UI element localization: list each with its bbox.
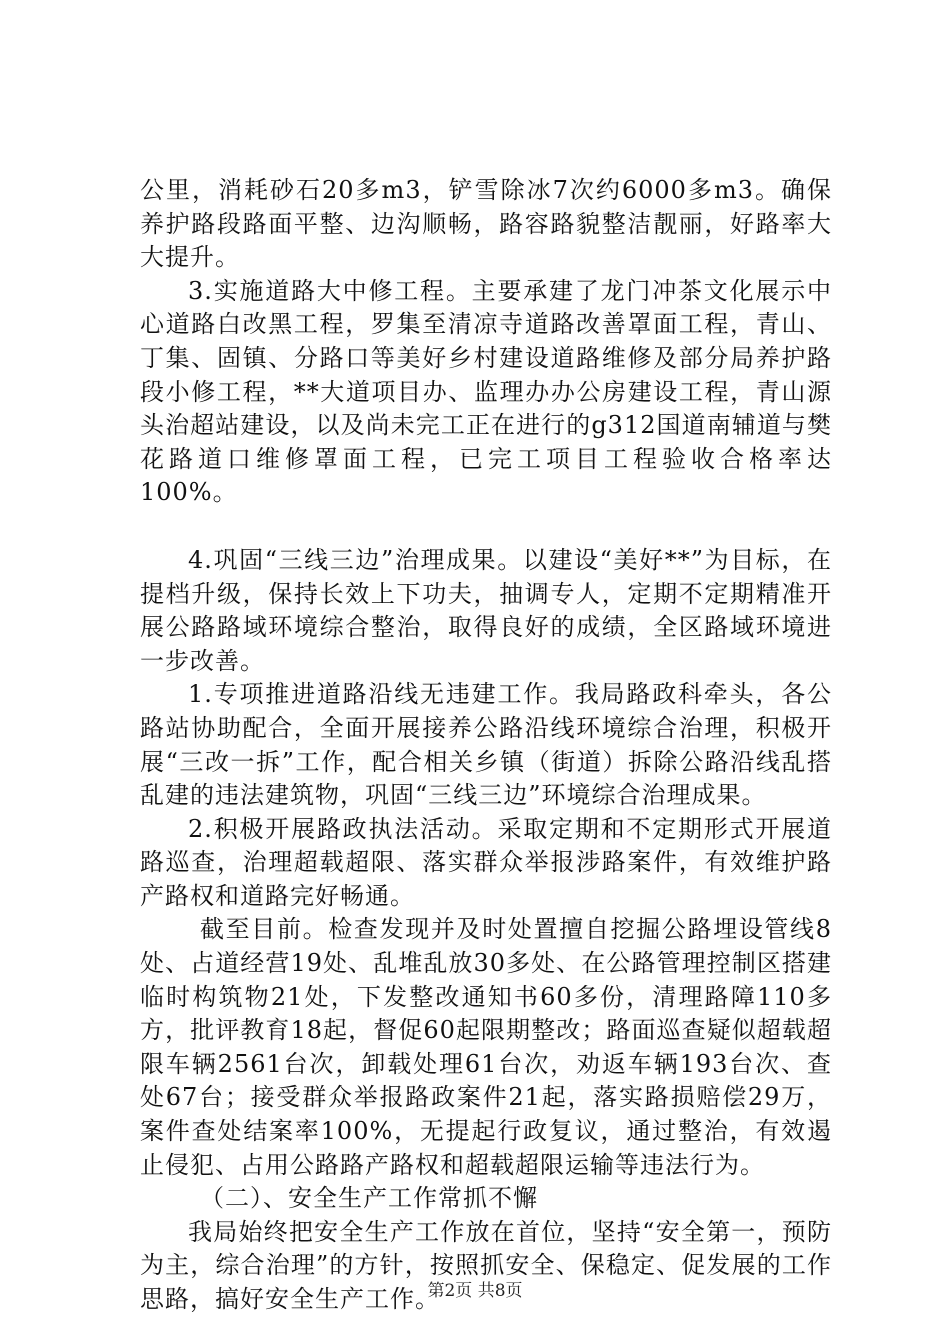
page-footer: 第2页 共8页 [427, 1281, 523, 1301]
paragraph-maintenance-summary: 公里，消耗砂石20多m3，铲雪除冰7次约6000多m3。确保养护路段路面平整、边沟顺畅，路容路貌整洁靓丽，好路率大大提升。 [140, 176, 832, 272]
paragraph-three-lines: 4.巩固“三线三边”治理成果。以建设“美好**”为目标，在提档升级，保持长效上下功夫，抽调专人，定期不定期精准开展公路路域环境综合整治，取得良好的成绩，全区路域环境进一步改善。 [140, 545, 832, 675]
paragraph-no-illegal-buildings: 1.专项推进道路沿线无违建工作。我局路政科牵头，各公路站协助配合，全面开展接养公路沿线环境综合治理，积极开展“三改一拆”工作，配合相关乡镇（街道）拆除公路沿线乱搭乱建的违法建筑物，巩固“三线三边”环境综合治理成果。 [140, 680, 832, 810]
paragraph-road-enforcement: 2.积极开展路政执法活动。采取定期和不定期形式开展道路巡查，治理超载超限、落实群众举报涉路案件，有效维护路产路权和道路完好畅通。 [140, 814, 832, 910]
paragraph-statistics: 截至目前。检查发现并及时处置擅自挖掘公路埋设管线8处、占道经营19处、乱堆乱放30多处、在公路管理控制区搭建临时构筑物21处，下发整改通知书60多份，清理路障110多方，批评教育18起，督促60起限期整改；路面巡查疑似超载超限车辆2561台次，卸载处理61台次，劝返车辆193台次、查处67台；接受群众举报路政案件21起，落实路损赔偿29万，案件查处结案率100%，无提起行政复议，通过整治，有效遏止侵犯、占用公路路产路权和超载超限运输等违法行为。 [140, 915, 832, 1179]
paragraph-safety-production: 我局始终把安全生产工作放在首位，坚持“安全第一，预防为主，综合治理”的方针，按照抓安全、保稳定、促发展的工作思路，搞好安全生产工作。 [140, 1217, 832, 1313]
paragraph-repair-projects: 3.实施道路大中修工程。主要承建了龙门冲茶文化展示中心道路白改黑工程，罗集至清凉寺道路改善罩面工程，青山、丁集、固镇、分路口等美好乡村建设道路维修及部分局养护路段小修工程，**大道项目办、监理办办公房建设工程，青山源头治超站建设，以及尚未完工正在进行的g312国道南辅道与樊花路道口维修罩面工程，已完工项目工程验收合格率达100%。 [140, 276, 832, 507]
document-body [140, 174, 832, 1317]
section-heading-safety: （二）、安全生产工作常抓不懈 [200, 1184, 538, 1213]
paragraph-gap [140, 510, 832, 544]
